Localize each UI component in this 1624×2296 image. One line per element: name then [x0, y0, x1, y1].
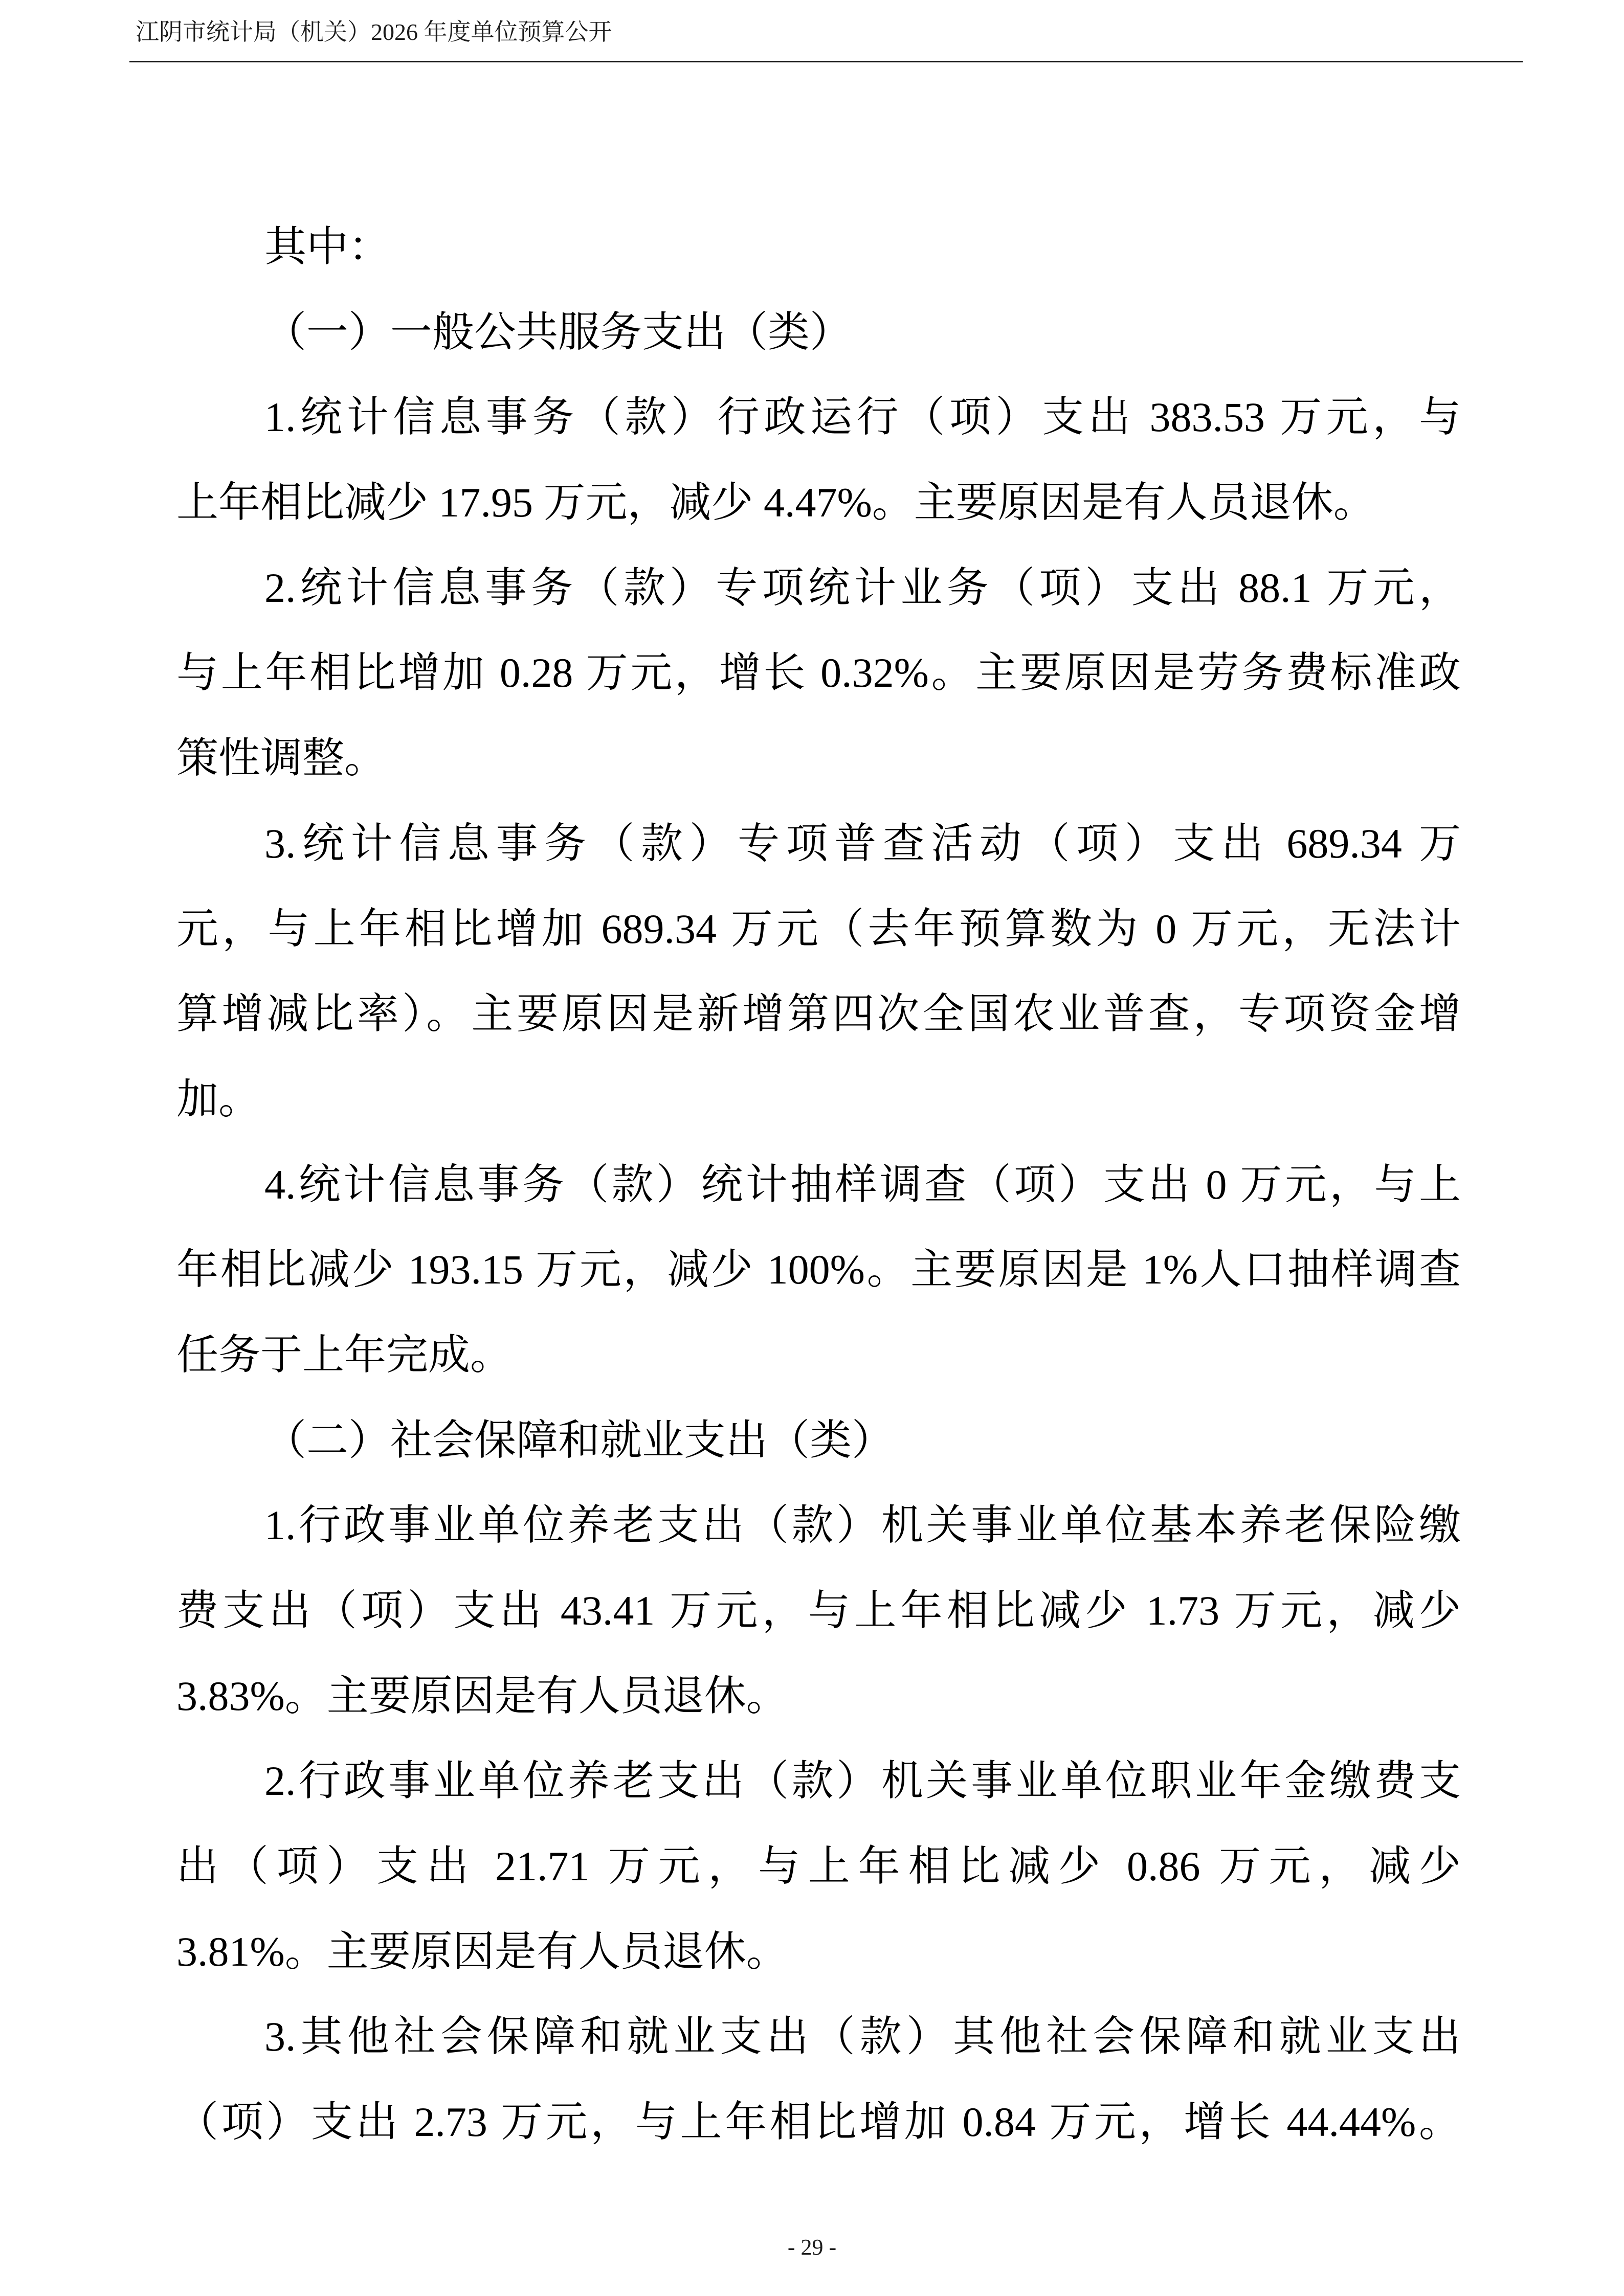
paragraph-line: 1.统计信息事务（款）行政运行（项）支出 383.53 万元，与: [264, 394, 1461, 441]
paragraph-item: [176, 375, 1461, 545]
section-heading: （一）一般公共服务支出（类）: [264, 308, 852, 355]
paragraph-line: 3.81%。主要原因是有人员退休。: [176, 1928, 788, 1975]
paragraph-item: [176, 801, 1461, 1142]
intro-text: 其中：: [264, 223, 391, 270]
paragraph-line: 策性调整。: [176, 735, 387, 782]
header-divider: [129, 61, 1523, 62]
paragraph-line: 2.行政事业单位养老支出（款）机关事业单位职业年金缴费支: [264, 1758, 1461, 1805]
paragraph-line: 加。: [176, 1075, 261, 1122]
paragraph-item: [176, 1739, 1461, 1994]
paragraph-line: 任务于上年完成。: [176, 1331, 513, 1378]
paragraph-line: 算增减比率）。主要原因是新增第四次全国农业普查，专项资金增: [176, 991, 1461, 1038]
page-number: - 29 -: [787, 2235, 837, 2260]
paragraph-line: 3.83%。主要原因是有人员退休。: [176, 1672, 788, 1719]
paragraph-item: [176, 1142, 1461, 1398]
paragraph-line: 出（项）支出 21.71 万元，与上年相比减少 0.86 万元，减少: [176, 1843, 1461, 1890]
paragraph-item: [176, 546, 1461, 801]
paragraph-line: 3.统计信息事务（款）专项普查活动（项）支出 689.34 万: [264, 820, 1461, 867]
document-header-title: 江阴市统计局（机关）2026 年度单位预算公开: [136, 19, 612, 45]
paragraph-item: [176, 1994, 1461, 2165]
paragraph-item: [176, 1483, 1461, 1739]
document-body: [176, 205, 1461, 2165]
paragraph-line: 2.统计信息事务（款）专项统计业务（项）支出 88.1 万元，: [264, 564, 1461, 611]
paragraph-line: 4.统计信息事务（款）统计抽样调查（项）支出 0 万元，与上: [264, 1161, 1461, 1208]
paragraph-line: 上年相比减少 17.95 万元，减少 4.47%。主要原因是有人员退休。: [176, 479, 1375, 526]
paragraph-line: （项）支出 2.73 万元，与上年相比增加 0.84 万元，增长 44.44%。: [176, 2099, 1461, 2146]
paragraph-line: 3.其他社会保障和就业支出（款）其他社会保障和就业支出: [264, 2013, 1461, 2060]
paragraph-line: 1.行政事业单位养老支出（款）机关事业单位基本养老保险缴: [264, 1502, 1461, 1549]
section-heading: （二）社会保障和就业支出（类）: [264, 1416, 894, 1464]
paragraph-line: 费支出（项）支出 43.41 万元，与上年相比减少 1.73 万元，减少: [176, 1587, 1461, 1634]
paragraph-line: 元，与上年相比增加 689.34 万元（去年预算数为 0 万元，无法计: [176, 905, 1461, 952]
paragraph-line: 年相比减少 193.15 万元，减少 100%。主要原因是 1%人口抽样调查: [176, 1246, 1461, 1293]
paragraph-line: 与上年相比增加 0.28 万元，增长 0.32%。主要原因是劳务费标准政: [176, 649, 1461, 696]
